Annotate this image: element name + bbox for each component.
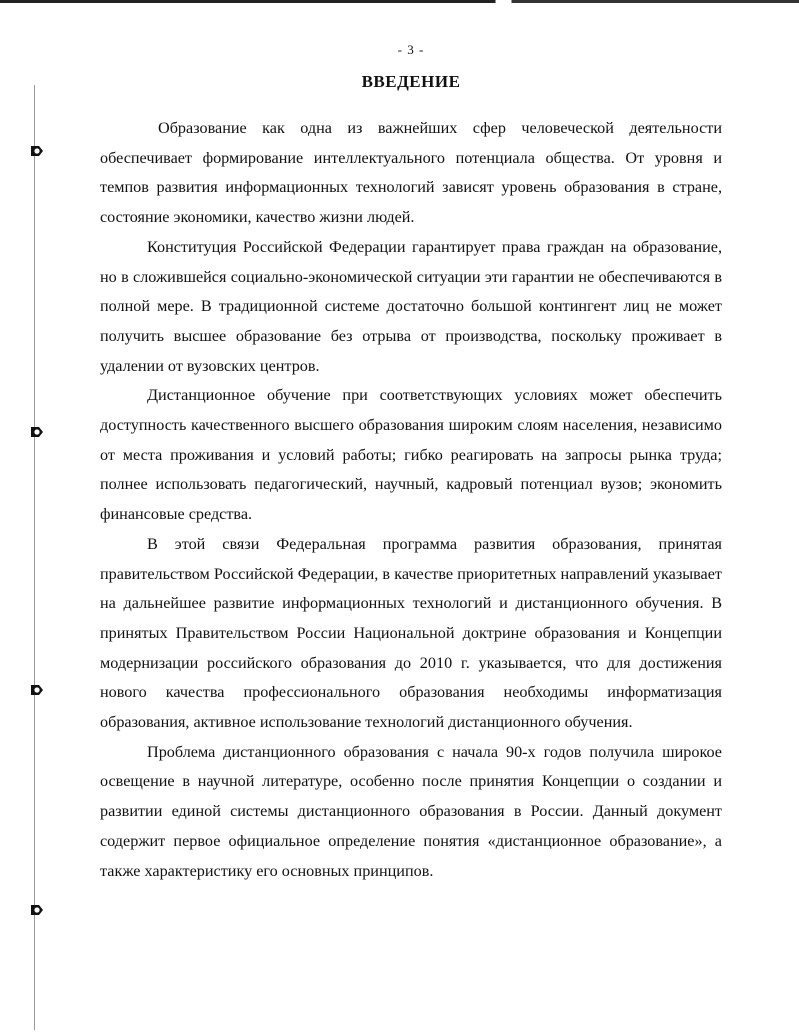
paragraph-2: Конституция Российской Федерации гарантирует права граждан на образование, но в сложившейся социально-экономической ситуации эти гарантии не обеспечиваются в полной мере. В традиционной системе достаточно большой контингент лиц не может получить высшее образование без отрыва от производства, поскольку проживает в удалении от вузовских центров. — [100, 237, 722, 375]
page-number: - 3 - — [397, 42, 425, 57]
top-scan-edge — [0, 0, 799, 3]
paragraph-5: Проблема дистанционного образования с начала 90-х годов получила широкое освещение в научной литературе, особенно после принятия Концепции о создании и развитии единой системы дистанционного образования в России. Данный документ содержит первое официальное определение понятия «дистанционное образование», а также характеристику его основных принципов. — [100, 742, 722, 880]
body-text — [100, 114, 722, 886]
paragraph-4: В этой связи Федеральная программа развития образования, принятая правительством Российской Федерации, в качестве приоритетных направлений указывает на дальнейшее развитие информационных технологий и дистанционного обучения. В принятых Правительством России Национальной доктрине образования и Концепции модернизации российского образования до 2010 г. указывается, что для достижения нового качества профессионального образования необходимы информатизация образования, активное использование технологий дистанционного обучения. — [100, 534, 722, 732]
binding-hole-icon — [30, 903, 44, 917]
binding-hole-icon — [30, 425, 44, 439]
paragraph-1: Образование как одна из важнейших сфер человеческой деятельности обеспечивает формирование интеллектуального потенциала общества. От уровня и темпов развития информационных технологий зависят уровень образования в стране, состояние экономики, качество жизни людей. — [100, 119, 722, 227]
paragraph-3: Дистанционное обучение при соответствующих условиях может обеспечить доступность качественного высшего образования широким слоям населения, независимо от места проживания и условий работы; гибко реагировать на запросы рынка труда; полнее использовать педагогический, научный, кадровый потенциал вузов; экономить финансовые средства. — [100, 386, 722, 524]
left-margin-rule — [34, 85, 35, 1030]
binding-hole-icon — [30, 683, 44, 697]
page-title: ВВЕДЕНИЕ — [361, 72, 461, 91]
binding-hole-icon — [30, 144, 44, 158]
